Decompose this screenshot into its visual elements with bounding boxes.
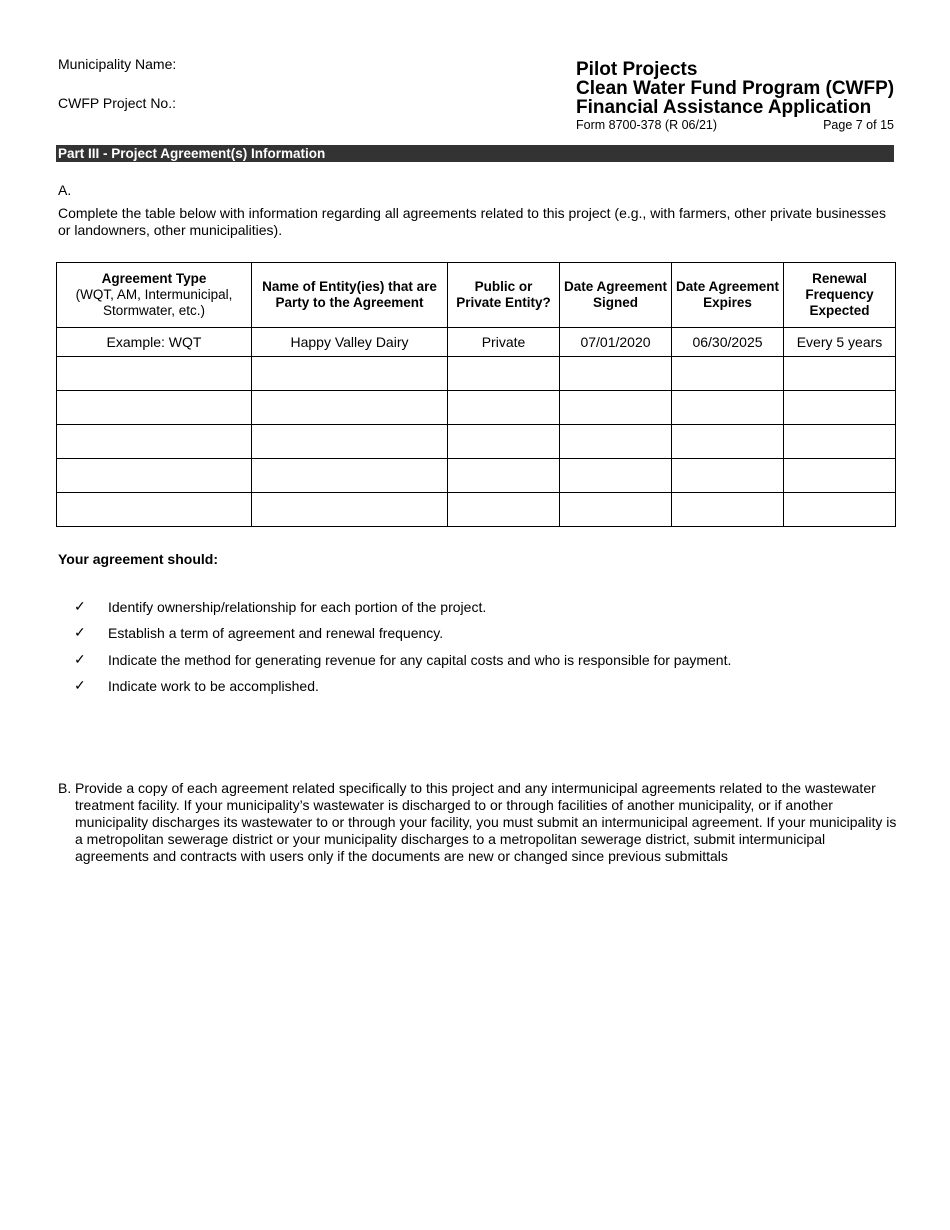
table-row: [57, 357, 896, 391]
page-number: Page 7 of 15: [823, 118, 894, 132]
agreement-guidance-heading: Your agreement should:: [58, 551, 218, 567]
list-item: [74, 651, 731, 677]
table-cell-input[interactable]: [252, 425, 448, 459]
part-b-block: [58, 780, 898, 865]
table-cell-input[interactable]: [672, 459, 784, 493]
agreement-checklist: [74, 598, 731, 703]
table-cell-input[interactable]: [672, 357, 784, 391]
table-cell-input[interactable]: [448, 357, 560, 391]
checkmark-icon: ✓: [74, 676, 86, 693]
table-row: [57, 391, 896, 425]
part-a-instructions: Complete the table below with information regarding all agreements related to this project (e.g., with farmers, other private businesses or landowners, other municipalities).: [58, 205, 886, 238]
part-b-text: Provide a copy of each agreement related specifically to this project and any intermunicipal agreements related to the wastewater treatment facility. If your municipality’s wastewater is discharged to or through facilities of another municipality, or if another municipality discharges its wastewater to or through your facility, you must submit an intermunicipal agreement. If your municipality is a metropolitan sewerage district or your municipality discharges to a metropolitan sewerage district, submit intermunicipal agreements and contracts with users only if the documents are new or changed since previous submittals: [75, 780, 897, 864]
table-cell-input[interactable]: [784, 425, 896, 459]
title-line-3: Financial Assistance Application: [576, 97, 872, 118]
header-subtitle: (WQT, AM, Intermunicipal, Stormwater, etc.): [75, 287, 233, 318]
table-row: [57, 459, 896, 493]
list-item-text: Establish a term of agreement and renewal frequency.: [108, 625, 444, 642]
checkmark-icon: ✓: [74, 624, 86, 641]
list-item: [74, 598, 731, 624]
header-date-expires: [672, 263, 784, 328]
list-item-text: Indicate the method for generating revenue for any capital costs and who is responsible for payment.: [108, 651, 732, 668]
table-cell-input[interactable]: [560, 493, 672, 527]
checkmark-icon: ✓: [74, 598, 86, 614]
table-cell-input[interactable]: [252, 357, 448, 391]
table-cell-input[interactable]: [560, 425, 672, 459]
part-b-label: B.: [58, 780, 72, 796]
example-cell: Every 5 years: [784, 328, 896, 357]
section-heading-bar: Part III - Project Agreement(s) Information: [56, 145, 894, 162]
header-renewal-frequency: [784, 263, 896, 328]
table-cell-input[interactable]: [57, 493, 252, 527]
table-cell-input[interactable]: [57, 425, 252, 459]
table-cell-input[interactable]: [252, 459, 448, 493]
form-info-line: [576, 118, 896, 134]
header-entity-name: [252, 263, 448, 328]
table-cell-input[interactable]: [57, 459, 252, 493]
table-header-row: [57, 263, 896, 328]
title-line-2: Clean Water Fund Program (CWFP): [576, 78, 895, 99]
table-cell-input[interactable]: [784, 357, 896, 391]
table-cell-input[interactable]: [448, 459, 560, 493]
form-title-block: [576, 60, 896, 134]
table-cell-input[interactable]: [784, 391, 896, 425]
table-cell-input[interactable]: [252, 391, 448, 425]
header-public-private: [448, 263, 560, 328]
header-agreement-type: [57, 263, 252, 328]
table-cell-input[interactable]: [784, 493, 896, 527]
table-cell-input[interactable]: [784, 459, 896, 493]
table-cell-input[interactable]: [560, 391, 672, 425]
table-row: [57, 425, 896, 459]
example-cell: 06/30/2025: [672, 328, 784, 357]
header-title: Date Agreement Signed: [563, 279, 668, 310]
header-title: Renewal Frequency Expected: [805, 271, 874, 318]
table-cell-input[interactable]: [57, 357, 252, 391]
municipality-name-label: Municipality Name:: [58, 56, 177, 72]
form-number: Form 8700-378 (R 06/21): [576, 118, 718, 132]
header-title: Name of Entity(ies) that are Party to the Agreement: [262, 279, 437, 310]
table-cell-input[interactable]: [448, 493, 560, 527]
example-cell: 07/01/2020: [560, 328, 672, 357]
example-row: [57, 328, 896, 357]
header-date-signed: [560, 263, 672, 328]
table-cell-input[interactable]: [252, 493, 448, 527]
table-cell-input[interactable]: [672, 493, 784, 527]
agreements-table: [56, 262, 896, 527]
header-title: Public or Private Entity?: [456, 279, 551, 310]
table-cell-input[interactable]: [672, 391, 784, 425]
example-cell: Example: WQT: [57, 328, 252, 357]
list-item: [74, 677, 731, 703]
table-cell-input[interactable]: [560, 459, 672, 493]
header-title: Agreement Type: [101, 271, 207, 286]
table-cell-input[interactable]: [672, 425, 784, 459]
example-cell: Happy Valley Dairy: [252, 328, 448, 357]
header-title: Date Agreement Expires: [675, 279, 780, 310]
cwfp-project-no-label: CWFP Project No.:: [58, 95, 176, 111]
table-row: [57, 493, 896, 527]
title-line-1: Pilot Projects: [576, 59, 698, 80]
table-cell-input[interactable]: [560, 357, 672, 391]
table-cell-input[interactable]: [448, 425, 560, 459]
part-a-label: A.: [58, 182, 72, 198]
example-cell: Private: [448, 328, 560, 357]
table-cell-input[interactable]: [57, 391, 252, 425]
list-item-text: Identify ownership/relationship for each portion of the project.: [108, 599, 487, 615]
table-cell-input[interactable]: [448, 391, 560, 425]
list-item: [74, 624, 731, 650]
list-item-text: Indicate work to be accomplished.: [108, 677, 319, 694]
checkmark-icon: ✓: [74, 650, 86, 667]
